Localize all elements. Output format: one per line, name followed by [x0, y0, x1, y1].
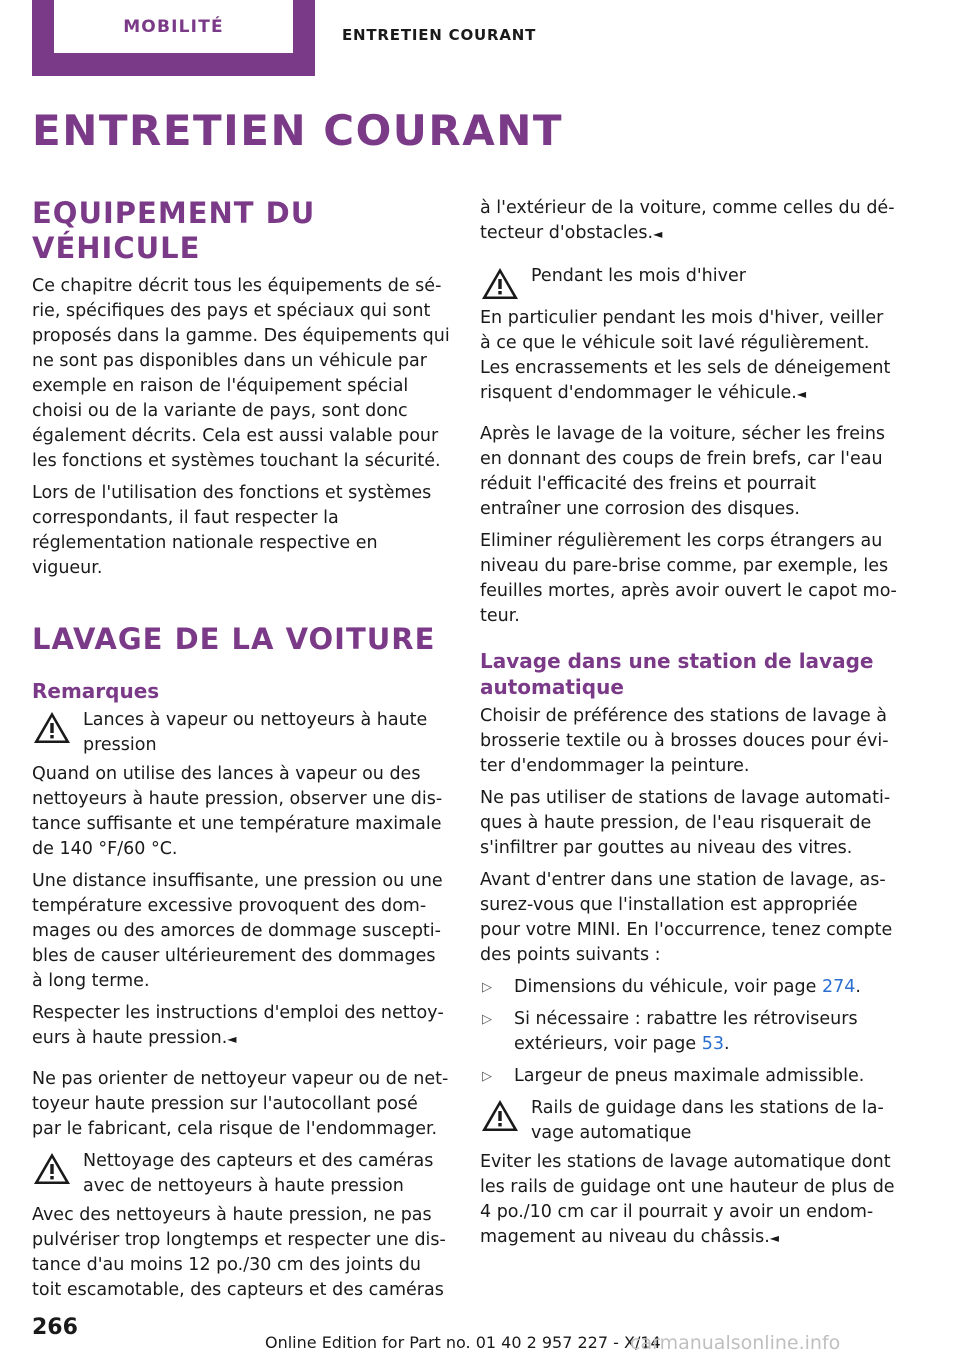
list-item-text: Si nécessaire : rabattre les rétroviseurs extérieurs, voir page: [514, 1009, 858, 1054]
page-title: ENTRETIEN COURANT: [32, 106, 564, 155]
section-title-lavage: LAVAGE DE LA VOITURE: [32, 621, 436, 656]
right-column: [480, 196, 898, 1258]
paragraph: Lors de l'utilisation des fonctions et systèmes correspondants, il faut respecter la réglementation nationale respective en vigueur.: [32, 482, 432, 578]
chapter-tab[interactable]: [32, 0, 315, 76]
paragraph: Ne pas utiliser de stations de lavage automatiques à haute pression, de l'eau risquerait de s'infiltrer par gouttes au niveau des vitres.: [480, 788, 891, 858]
chapter-tab-label: MOBILITÉ: [123, 16, 224, 37]
end-mark-icon: ◄: [653, 227, 663, 241]
page-number: 266: [32, 1315, 78, 1340]
list-item: [480, 975, 898, 1000]
end-mark-icon: ◄: [796, 387, 807, 401]
list-item-text: Largeur de pneus maximale admissible.: [514, 1066, 865, 1086]
warning-block: [480, 1096, 898, 1146]
list-item-text: Dimensions du véhicule, voir page: [514, 977, 822, 997]
warning-block: [480, 264, 898, 302]
paragraph: [32, 1001, 450, 1052]
warning-title: Nettoyage des capteurs et des caméras avec de nettoyeurs à haute pression: [83, 1151, 434, 1197]
chapter-tab-inner: [54, 0, 293, 53]
left-column: [32, 196, 450, 1310]
paragraph: [480, 196, 898, 247]
warning-block: [32, 708, 450, 758]
warning-block: [32, 1149, 450, 1199]
watermark: carmanualsonline.info: [630, 1332, 841, 1354]
paragraph: Ce chapitre décrit tous les équipements de série, spécifiques des pays et spéciaux qui sont proposés dans la gamme. Des équipements qui ne sont pas disponibles dans un véhicule par exemple en raison de l'équipement spécial choisi ou de la variante de pays, sont donc également décrits. Cela est aussi valable pour les fonctions et systèmes touchant la sécurité.: [32, 275, 450, 471]
page-link[interactable]: 274: [821, 977, 856, 997]
bullet-triangle-icon: ▷: [482, 980, 492, 995]
bullet-triangle-icon: ▷: [482, 1012, 492, 1027]
warning-title: Lances à vapeur ou nettoyeurs à haute pression: [83, 710, 428, 756]
paragraph: Une distance insuffisante, une pression ou une température excessive provoquent des dommages ou des amorces de dommage susceptibles de causer ultérieurement des dommages à long terme.: [32, 871, 443, 992]
section-breadcrumb: ENTRETIEN COURANT: [342, 26, 537, 44]
paragraph: [480, 1150, 898, 1251]
list-item-suffix: .: [855, 977, 861, 997]
bullet-triangle-icon: ▷: [482, 1069, 492, 1084]
paragraph: Quand on utilise des lances à vapeur ou des nettoyeurs à haute pression, observer une distance suffisante et une température maximale de 140 °F/60 °C.: [32, 764, 443, 860]
paragraph: [480, 306, 898, 407]
subsection-title-station: Lavage dans une station de lavage automatique: [480, 649, 874, 699]
paragraph: Ne pas orienter de nettoyeur vapeur ou de nettoyeur haute pression sur l'autocollant posé par le fabricant, cela risque de l'endommager.: [32, 1069, 449, 1140]
paragraph: Choisir de préférence des stations de lavage à brosserie textile ou à brosses douces pour éviter d'endommager la peinture.: [480, 706, 889, 776]
bullet-list: [480, 975, 898, 1089]
paragraph: Avant d'entrer dans une station de lavage, assurez-vous que l'installation est appropriée pour votre MINI. En l'occurrence, tenez compte des points suivants :: [480, 870, 893, 965]
paragraph-text: à l'extérieur de la voiture, comme celles du détecteur d'obstacles.: [480, 198, 895, 243]
edition-footer: Online Edition for Part no. 01 40 2 957 227 - X/14: [265, 1333, 661, 1352]
paragraph-text: Eviter les stations de lavage automatique dont les rails de guidage ont une hauteur de plus de 4 po./10 cm car il pourrait y avoir un endommagement au niveau du châssis.: [480, 1152, 895, 1247]
end-mark-icon: ◄: [227, 1032, 237, 1047]
warning-title: Pendant les mois d'hiver: [531, 266, 746, 286]
paragraph: Après le lavage de la voiture, sécher les freins en donnant des coups de frein brefs, car l'eau réduit l'efficacité des freins et pourrait entraîner une corrosion des disques.: [480, 424, 886, 519]
page-link[interactable]: 53: [701, 1034, 725, 1054]
list-item-suffix: .: [724, 1034, 730, 1054]
warning-triangle-icon: [480, 1098, 520, 1134]
end-mark-icon: ◄: [769, 1231, 780, 1245]
section-title-equipement: EQUIPEMENT DU VÉHICULE: [32, 196, 316, 265]
paragraph: Avec des nettoyeurs à haute pression, ne pas pulvériser trop longtemps et respecter une distance d'au moins 12 po./30 cm des joints du toit escamotable, des capteurs et des caméras: [32, 1205, 446, 1301]
warning-triangle-icon: [32, 1151, 72, 1187]
list-item: [480, 1007, 898, 1057]
subsection-title-remarques: Remarques: [32, 679, 160, 704]
warning-triangle-icon: [480, 266, 520, 302]
warning-triangle-icon: [32, 710, 72, 746]
paragraph-text: Respecter les instructions d'emploi des nettoyeurs à haute pression.: [32, 1003, 444, 1049]
warning-title: Rails de guidage dans les stations de lavage automatique: [531, 1098, 884, 1143]
paragraph-text: En particulier pendant les mois d'hiver, veiller à ce que le véhicule soit lavé régulièrement. Les encrassements et les sels de déneigement risquent d'endommager le véhicule.: [480, 308, 891, 403]
paragraph: Eliminer régulièrement les corps étrangers au niveau du pare-brise comme, par exemple, les feuilles mortes, après avoir ouvert le capot moteur.: [480, 531, 897, 626]
list-item: [480, 1064, 898, 1089]
